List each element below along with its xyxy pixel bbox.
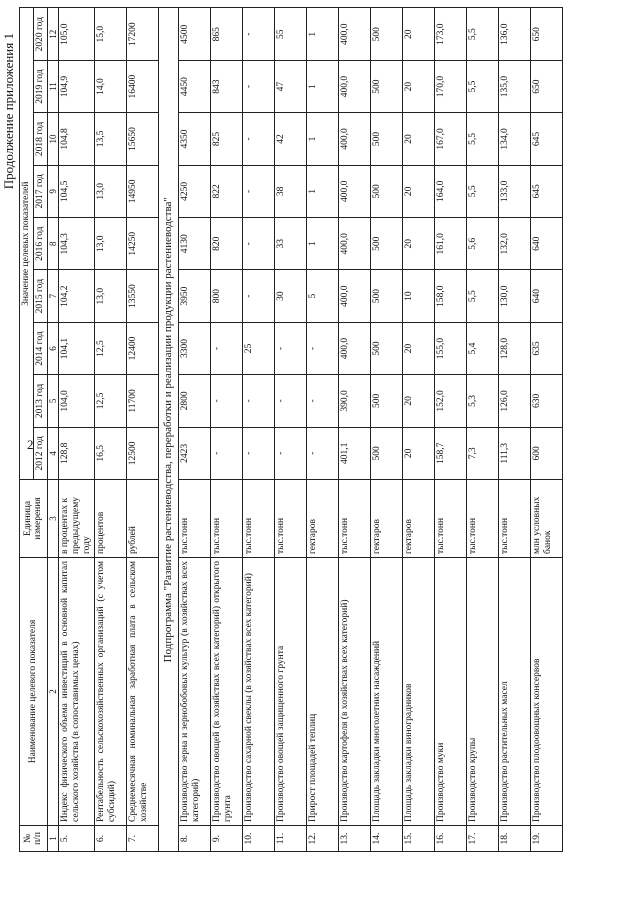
value-cell: - [242, 375, 274, 427]
indicator-name: Производство растительных масел [498, 558, 530, 826]
column-number: 2 [47, 558, 58, 826]
unit-cell: тыс.тонн [242, 480, 274, 558]
header-year: 2018 год [33, 113, 47, 165]
value-cell: 15,0 [94, 8, 126, 60]
unit-cell: тыс.тонн [274, 480, 306, 558]
header-no: № п/п [20, 826, 48, 852]
value-cell: 2423 [178, 427, 210, 479]
indicator-name: Производство картофеля (в хозяйствах всех категорий) [338, 558, 370, 826]
header-year: 2015 год [33, 270, 47, 322]
value-cell: - [306, 322, 338, 374]
value-cell: 11700 [126, 375, 158, 427]
value-cell: 4500 [178, 8, 210, 60]
value-cell: 1 [306, 218, 338, 270]
value-cell: 4450 [178, 60, 210, 112]
value-cell: 20 [402, 322, 434, 374]
value-cell: 4250 [178, 165, 210, 217]
value-cell: 1 [306, 8, 338, 60]
value-cell: 104,9 [59, 60, 95, 112]
value-cell: 500 [370, 8, 402, 60]
unit-cell: тыс.тонн [338, 480, 370, 558]
row-number: 11. [274, 826, 306, 852]
value-cell: 10 [402, 270, 434, 322]
row-number: 17. [466, 826, 498, 852]
unit-cell: гектаров [306, 480, 338, 558]
value-cell: 5,6 [466, 218, 498, 270]
row-number: 18. [498, 826, 530, 852]
value-cell: 20 [402, 60, 434, 112]
value-cell: 134,0 [498, 113, 530, 165]
value-cell: 5,5 [466, 165, 498, 217]
value-cell: - [274, 427, 306, 479]
indicator-name: Производство овощей (в хозяйствах всех категорий) открытого грунта [210, 558, 242, 826]
column-number: 6 [47, 322, 58, 374]
value-cell: 136,0 [498, 8, 530, 60]
value-cell: 640 [530, 270, 562, 322]
column-number: 12 [47, 8, 58, 60]
header-year: 2016 год [33, 218, 47, 270]
column-number: 8 [47, 218, 58, 270]
value-cell: 400,0 [338, 113, 370, 165]
indicator-name: Производство плодоовощных консервов [530, 558, 562, 826]
value-cell: 152,0 [434, 375, 466, 427]
unit-cell: тыс.тонн [434, 480, 466, 558]
indicator-name: Площадь закладки многолетних насаждений [370, 558, 402, 826]
value-cell: 600 [530, 427, 562, 479]
table-body-top [59, 8, 159, 852]
value-cell: 400,0 [338, 270, 370, 322]
header-year: 2019 год [33, 60, 47, 112]
value-cell: 30 [274, 270, 306, 322]
value-cell: 104,0 [59, 375, 95, 427]
value-cell: 13,0 [94, 165, 126, 217]
value-cell: 500 [370, 375, 402, 427]
table-row [466, 8, 498, 852]
row-number: 14. [370, 826, 402, 852]
value-cell: 650 [530, 8, 562, 60]
value-cell: 500 [370, 427, 402, 479]
table-row [370, 8, 402, 852]
value-cell: 5,5 [466, 60, 498, 112]
row-number: 5. [59, 826, 95, 852]
unit-cell: тыс.тонн [466, 480, 498, 558]
row-number: 12. [306, 826, 338, 852]
value-cell: 1 [306, 60, 338, 112]
table-row [306, 8, 338, 852]
value-cell: 3950 [178, 270, 210, 322]
value-cell: - [242, 113, 274, 165]
value-cell: 12,5 [94, 322, 126, 374]
value-cell: 20 [402, 8, 434, 60]
row-number: 6. [94, 826, 126, 852]
value-cell: 16,5 [94, 427, 126, 479]
continuation-label: Продолжение приложения 1 [1, 33, 16, 190]
column-number: 9 [47, 165, 58, 217]
table-row [242, 8, 274, 852]
value-cell: 104,3 [59, 218, 95, 270]
value-cell: - [242, 270, 274, 322]
value-cell: 20 [402, 165, 434, 217]
value-cell: 13550 [126, 270, 158, 322]
table-row [434, 8, 466, 852]
value-cell: 14250 [126, 218, 158, 270]
value-cell: - [210, 375, 242, 427]
value-cell: 5,3 [466, 375, 498, 427]
unit-cell: в процентах к предыдущему году [59, 480, 95, 558]
value-cell: 5 [306, 270, 338, 322]
value-cell: 12400 [126, 322, 158, 374]
value-cell: - [242, 218, 274, 270]
row-number: 10. [242, 826, 274, 852]
value-cell: - [242, 8, 274, 60]
unit-cell: тыс.тонн [498, 480, 530, 558]
value-cell: - [242, 60, 274, 112]
row-number: 9. [210, 826, 242, 852]
value-cell: 800 [210, 270, 242, 322]
value-cell: 16400 [126, 60, 158, 112]
value-cell: 1 [306, 113, 338, 165]
table-row [94, 8, 126, 852]
table-row [274, 8, 306, 852]
value-cell: 500 [370, 270, 402, 322]
header-year: 2020 год [33, 8, 47, 60]
value-cell: 47 [274, 60, 306, 112]
value-cell: 7,3 [466, 427, 498, 479]
value-cell: 645 [530, 165, 562, 217]
value-cell: 170,0 [434, 60, 466, 112]
indicator-name: Производство крупы [466, 558, 498, 826]
value-cell: 500 [370, 60, 402, 112]
value-cell: - [210, 427, 242, 479]
table-row [338, 8, 370, 852]
value-cell: 20 [402, 427, 434, 479]
value-cell: 133,0 [498, 165, 530, 217]
value-cell: 104,2 [59, 270, 95, 322]
value-cell: 33 [274, 218, 306, 270]
value-cell: 3300 [178, 322, 210, 374]
column-numbers-row [47, 8, 58, 852]
value-cell: 1 [306, 165, 338, 217]
unit-cell: тыс.тонн [210, 480, 242, 558]
table-row [59, 8, 95, 852]
target-indicators-table [19, 7, 563, 852]
table-row [402, 8, 434, 852]
value-cell: 17200 [126, 8, 158, 60]
value-cell: 20 [402, 218, 434, 270]
value-cell: 820 [210, 218, 242, 270]
section-title: Подпрограмма "Развитие растениеводства, переработки и реализации продукции растениеводства" [158, 8, 178, 852]
value-cell: 173,0 [434, 8, 466, 60]
value-cell: 132,0 [498, 218, 530, 270]
value-cell: 400,0 [338, 218, 370, 270]
value-cell: 640 [530, 218, 562, 270]
indicator-name: Среднемесячная номинальная заработная плата в сельском хозяйстве [126, 558, 158, 826]
value-cell: 500 [370, 113, 402, 165]
value-cell: 38 [274, 165, 306, 217]
value-cell: 158,0 [434, 270, 466, 322]
value-cell: 500 [370, 165, 402, 217]
value-cell: 14950 [126, 165, 158, 217]
value-cell: 13,0 [94, 270, 126, 322]
value-cell: 843 [210, 60, 242, 112]
value-cell: 25 [242, 322, 274, 374]
unit-cell: процентов [94, 480, 126, 558]
indicator-name: Прирост площадей теплиц [306, 558, 338, 826]
value-cell: 15650 [126, 113, 158, 165]
header-year: 2014 год [33, 322, 47, 374]
value-cell: 825 [210, 113, 242, 165]
section-row [158, 8, 178, 852]
column-number: 3 [47, 480, 58, 558]
value-cell: 635 [530, 322, 562, 374]
value-cell: - [274, 322, 306, 374]
value-cell: 158,7 [434, 427, 466, 479]
value-cell: 865 [210, 8, 242, 60]
value-cell: 5,5 [466, 270, 498, 322]
table-row [498, 8, 530, 852]
value-cell: - [274, 375, 306, 427]
table-body-bottom [178, 8, 562, 852]
value-cell: 20 [402, 113, 434, 165]
value-cell: 4350 [178, 113, 210, 165]
value-cell: 14,0 [94, 60, 126, 112]
row-number: 8. [178, 826, 210, 852]
header-values: Значение целевых показателей [20, 8, 34, 480]
value-cell: - [306, 375, 338, 427]
unit-cell: рублей [126, 480, 158, 558]
value-cell: 135,0 [498, 60, 530, 112]
page-number: 2 [27, 437, 34, 452]
row-number: 13. [338, 826, 370, 852]
value-cell: 390,0 [338, 375, 370, 427]
value-cell: 164,0 [434, 165, 466, 217]
indicator-name: Производство муки [434, 558, 466, 826]
value-cell: 630 [530, 375, 562, 427]
value-cell: 2800 [178, 375, 210, 427]
table-row [178, 8, 210, 852]
header-year: 2012 год [33, 427, 47, 479]
row-number: 19. [530, 826, 562, 852]
value-cell: 12500 [126, 427, 158, 479]
value-cell: 161,0 [434, 218, 466, 270]
header-unit: Единица измерения [20, 480, 48, 558]
value-cell: 500 [370, 322, 402, 374]
value-cell: 5,5 [466, 8, 498, 60]
table-row [126, 8, 158, 852]
value-cell: 111,3 [498, 427, 530, 479]
value-cell: 400,0 [338, 60, 370, 112]
value-cell: 645 [530, 113, 562, 165]
column-number: 1 [47, 826, 58, 852]
value-cell: 128,0 [498, 322, 530, 374]
value-cell: 104,5 [59, 165, 95, 217]
value-cell: 104,8 [59, 113, 95, 165]
value-cell: - [210, 322, 242, 374]
indicator-name: Площадь закладки виноградников [402, 558, 434, 826]
value-cell: 130,0 [498, 270, 530, 322]
indicator-name: Индекс физического объема инвестиций в основной капитал сельского хозяйства (в сопоставимых ценах) [59, 558, 95, 826]
value-cell: 500 [370, 218, 402, 270]
header-year: 2013 год [33, 375, 47, 427]
column-number: 7 [47, 270, 58, 322]
value-cell: 401,1 [338, 427, 370, 479]
row-number: 7. [126, 826, 158, 852]
value-cell: - [242, 165, 274, 217]
value-cell: 104,1 [59, 322, 95, 374]
value-cell: 5,5 [466, 113, 498, 165]
value-cell: 13,0 [94, 218, 126, 270]
value-cell: - [242, 427, 274, 479]
value-cell: 400,0 [338, 322, 370, 374]
value-cell: 105,0 [59, 8, 95, 60]
value-cell: 12,5 [94, 375, 126, 427]
column-number: 5 [47, 375, 58, 427]
section-body [158, 8, 178, 852]
unit-cell: гектаров [402, 480, 434, 558]
value-cell: 128,8 [59, 427, 95, 479]
unit-cell: млн условных банок [530, 480, 562, 558]
value-cell: 126,0 [498, 375, 530, 427]
table-row [530, 8, 562, 852]
value-cell: 5,4 [466, 322, 498, 374]
value-cell: 42 [274, 113, 306, 165]
value-cell: 55 [274, 8, 306, 60]
indicator-name: Производство овощей защищенного грунта [274, 558, 306, 826]
value-cell: 4130 [178, 218, 210, 270]
value-cell: 155,0 [434, 322, 466, 374]
indicator-name: Рентабельность сельскохозяйственных организаций (с учетом субсидий) [94, 558, 126, 826]
table-row [210, 8, 242, 852]
indicator-name: Производство зерна и зернобобовых культур (в хозяйствах всех категорий) [178, 558, 210, 826]
unit-cell: гектаров [370, 480, 402, 558]
unit-cell: тыс.тонн [178, 480, 210, 558]
value-cell: 650 [530, 60, 562, 112]
row-number: 16. [434, 826, 466, 852]
value-cell: 167,0 [434, 113, 466, 165]
header-row-1 [20, 8, 34, 852]
indicator-name: Производство сахарной свеклы (в хозяйствах всех категорий) [242, 558, 274, 826]
value-cell: 13,5 [94, 113, 126, 165]
value-cell: 400,0 [338, 165, 370, 217]
value-cell: 20 [402, 375, 434, 427]
column-number: 11 [47, 60, 58, 112]
value-cell: - [306, 427, 338, 479]
column-number: 10 [47, 113, 58, 165]
value-cell: 822 [210, 165, 242, 217]
value-cell: 400,0 [338, 8, 370, 60]
column-number: 4 [47, 427, 58, 479]
header-name: Наименование целевого показателя [20, 558, 48, 826]
header-year: 2017 год [33, 165, 47, 217]
row-number: 15. [402, 826, 434, 852]
